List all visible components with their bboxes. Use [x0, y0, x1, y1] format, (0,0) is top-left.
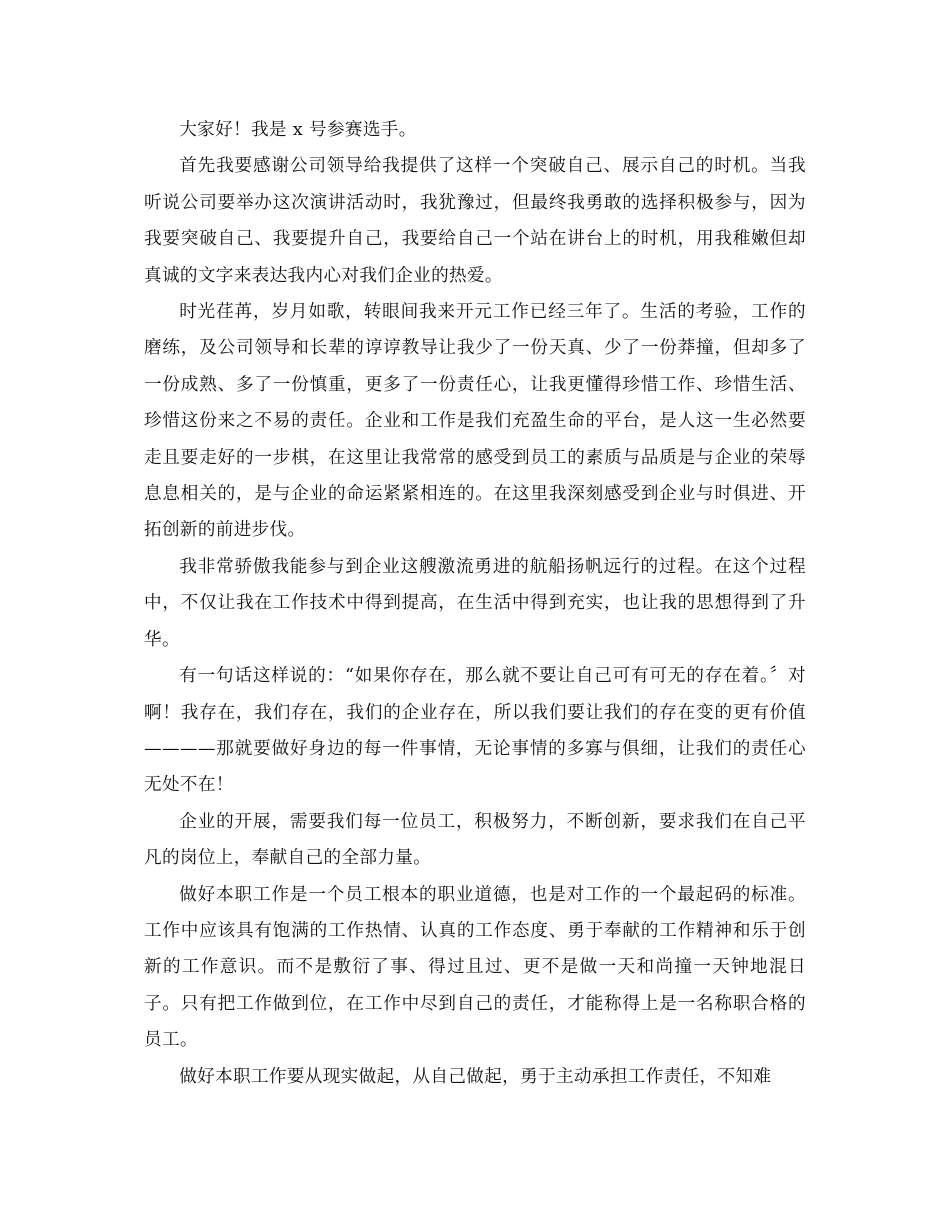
paragraph-development: 企业的开展，需要我们每一位员工，积极努力，不断创新，要求我们在自己平凡的岗位上，奉献自己的全部力量。 [144, 811, 806, 869]
paragraph-quote: 有一句话这样说的：“如果你存在，那么就不要让自己可有可无的存在着。〞对啊！我存在，我们存在，我们的企业存在，所以我们要让我们的存在变的更有价值————那就要做好身边的每一件事情，无论事情的多寡与俱细，让我们的责任心无处不在！ [144, 666, 806, 796]
paragraph-greeting: 大家好！我是 x 号参赛选手。 [179, 120, 417, 140]
paragraph-proud: 我非常骄傲我能参与到企业这艘激流勇进的航船扬帆远行的过程。在这个过程中，不仅让我在工作技术中得到提高，在生活中得到充实，也让我的思想得到了升华。 [144, 556, 806, 650]
paragraph-time-passes: 时光荏苒，岁月如歌，转眼间我来开元工作已经三年了。生活的考验，工作的磨练，及公司领导和长辈的谆谆教导让我少了一份天真、少了一份莽撞，但却多了一份成熟、多了一份慎重，更多了一份责任心，让我更懂得珍惜工作、珍惜生活、珍惜这份来之不易的责任。企业和工作是我们充盈生命的平台，是人这一生必然要走且要走好的一步棋，在这里让我常常的感受到员工的素质与品质是与企业的荣辱息息相关的，是与企业的命运紧紧相连的。在这里我深刻感受到企业与时俱进、开拓创新的前进步伐。 [144, 302, 806, 541]
paragraph-duty: 做好本职工作是一个员工根本的职业道德，也是对工作的一个最起码的标准。工作中应该具有饱满的工作热情、认真的工作态度、勇于奉献的工作精神和乐于创新的工作意识。而不是敷衍了事、得过且过、更不是做一天和尚撞一天钟地混日子。只有把工作做到位，在工作中尽到自己的责任，才能称得上是一名称职合格的员工。 [144, 884, 806, 1051]
document-body [144, 112, 806, 1095]
paragraph-start-from-reality: 做好本职工作要从现实做起，从自己做起，勇于主动承担工作责任，不知难 [179, 1066, 772, 1087]
paragraph-thanks: 首先我要感谢公司领导给我提供了这样一个突破自己、展示自己的时机。当我听说公司要举办这次演讲活动时，我犹豫过，但最终我勇敢的选择积极参与，因为我要突破自己、我要提升自己，我要给自己一个站在讲台上的时机，用我稚嫩但却真诚的文字来表达我内心对我们企业的热爱。 [144, 156, 806, 286]
